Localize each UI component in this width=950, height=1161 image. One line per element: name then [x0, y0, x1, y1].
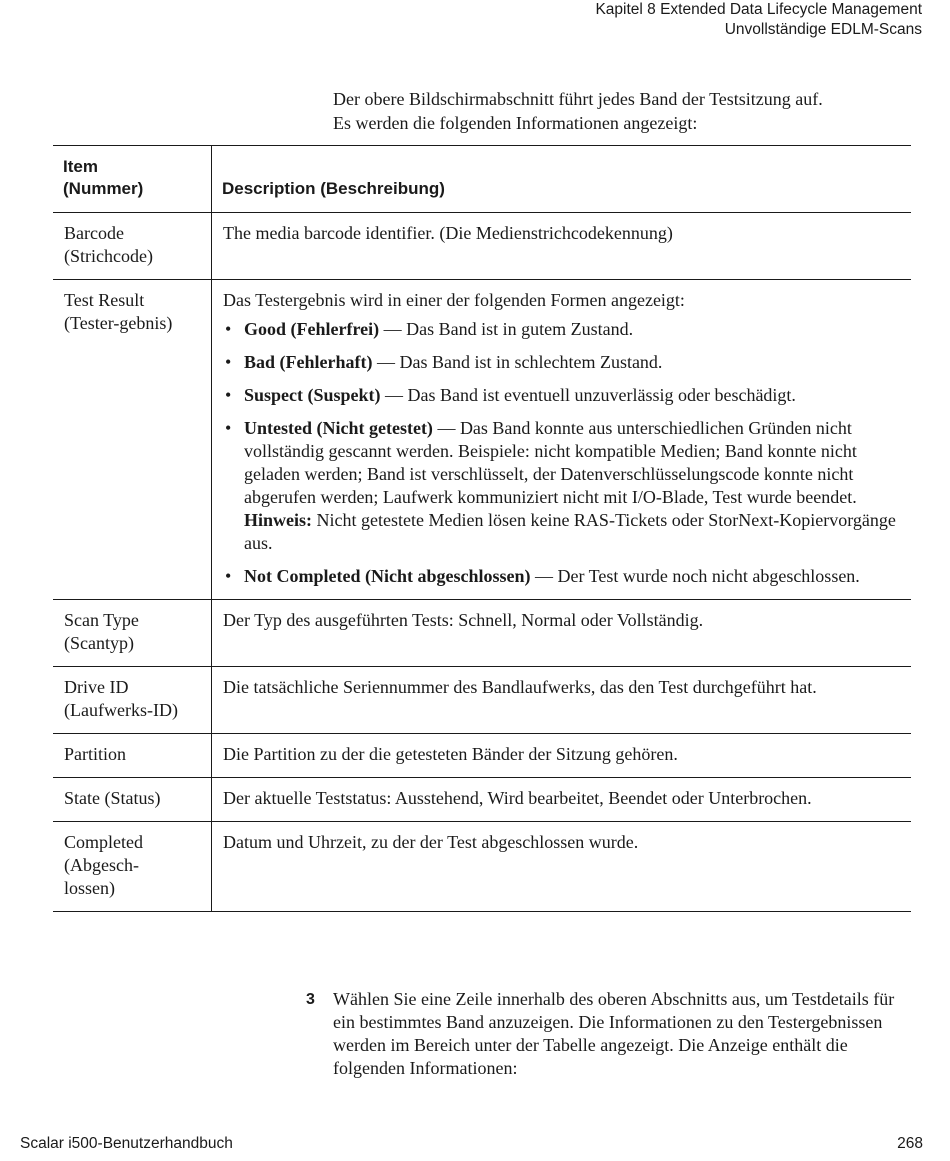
header-item: Item (Nummer) — [53, 146, 212, 213]
table-row — [53, 667, 911, 734]
step-text: Wählen Sie eine Zeile innerhalb des oberen Abschnitts aus, um Testdetails für ein bestimmtes Band anzuzeigen. Die Informationen zu den Testergebnissen werden im Bereich unter der Tabelle angezeigt. Die Anzeige enthält die folgenden Informationen: — [333, 989, 895, 1078]
table-row — [53, 280, 911, 600]
table-row — [53, 822, 911, 912]
row-description: Datum und Uhrzeit, zu der der Test abgeschlossen wurde. — [223, 832, 639, 852]
row-description: The media barcode identifier. (Die Medienstrichcodekennung) — [223, 223, 673, 243]
note-label: Hinweis: — [244, 510, 313, 530]
row-item: Barcode (Strichcode) — [53, 213, 212, 280]
row-description: Das Testergebnis wird in einer der folgenden Formen angezeigt: • Good (Fehlerfrei) — Das Band ist in gutem Zustand. • Bad (Fehlerhaft) — Das Band ist in schlechtem Zustand. • Suspect (Suspekt) — Das Band ist eventuell unzuverlässig oder beschädigt. • Untested (Nicht getestet) — Das Band konnte aus unterschiedlichen Gründen nicht vollständig gescannt werden. Beispiele: nicht kompatible Medien; Band konnte nicht geladen werden; Band ist verschlüsselt, der Datenverschlüsselungscode konnte nicht abgerufen werden; Laufwerk kommuniziert nicht mit I/O-Blade, Test wurde beendet. Hinweis: Nicht getestete Medien lösen keine RAS-Tickets oder StorNext-Kopiervorgänge aus. • Not Completed (Nicht abgeschlossen) — Der Test wurde noch nicht abgeschlossen. — [212, 280, 912, 600]
row-item: Completed (Abgesch- lossen) — [53, 822, 212, 912]
table-row — [53, 213, 911, 280]
page-header — [595, 0, 922, 40]
table-row — [53, 734, 911, 778]
row-item: State (Status) — [53, 778, 212, 822]
step-paragraph — [306, 988, 916, 1080]
step-number: 3 — [306, 991, 315, 1008]
footer-title: Scalar i500-Benutzerhandbuch — [20, 1135, 233, 1152]
row-item: Partition — [53, 734, 212, 778]
table-row — [53, 600, 911, 667]
intro-paragraph: Der obere Bildschirmabschnitt führt jedes Band der Testsitzung auf. Es werden die folgenden Informationen angezeigt: — [333, 89, 823, 133]
row-description: Die tatsächliche Seriennummer des Bandlaufwerks, das den Test durchgeführt hat. — [223, 677, 817, 697]
table-row — [53, 778, 911, 822]
row-item: Test Result (Tester-gebnis) — [53, 280, 212, 600]
header-description: Description (Beschreibung) — [222, 179, 445, 198]
list-item: • Good (Fehlerfrei) — Das Band ist in gutem Zustand. — [223, 318, 905, 341]
row-description: Der Typ des ausgeführten Tests: Schnell, Normal oder Vollständig. — [223, 610, 704, 630]
page-number: 268 — [897, 1135, 923, 1152]
list-item: • Bad (Fehlerhaft) — Das Band ist in schlechtem Zustand. — [223, 351, 905, 374]
section-title: Unvollständige EDLM-Scans — [724, 21, 922, 38]
result-list — [223, 318, 905, 588]
row-description: Der aktuelle Teststatus: Ausstehend, Wird bearbeitet, Beendet oder Unterbrochen. — [223, 788, 812, 808]
row-item: Drive ID (Laufwerks-ID) — [53, 667, 212, 734]
info-table — [53, 145, 911, 912]
row-item: Scan Type (Scantyp) — [53, 600, 212, 667]
table-header-row — [53, 146, 911, 213]
list-item: • Untested (Nicht getestet) — Das Band konnte aus unterschiedlichen Gründen nicht vollständig gescannt werden. Beispiele: nicht kompatible Medien; Band konnte nicht geladen werden; Band ist verschlüsselt, der Datenverschlüsselungscode konnte nicht abgerufen werden; Laufwerk kommuniziert nicht mit I/O-Blade, Test wurde beendet. Hinweis: Nicht getestete Medien lösen keine RAS-Tickets oder StorNext-Kopiervorgänge aus. — [223, 417, 905, 555]
list-item: • Suspect (Suspekt) — Das Band ist eventuell unzuverlässig oder beschädigt. — [223, 384, 905, 407]
chapter-title: Kapitel 8 Extended Data Lifecycle Management — [595, 1, 922, 18]
row-description: Die Partition zu der die getesteten Bänder der Sitzung gehören. — [223, 744, 678, 764]
list-item: • Not Completed (Nicht abgeschlossen) — Der Test wurde noch nicht abgeschlossen. — [223, 565, 905, 588]
